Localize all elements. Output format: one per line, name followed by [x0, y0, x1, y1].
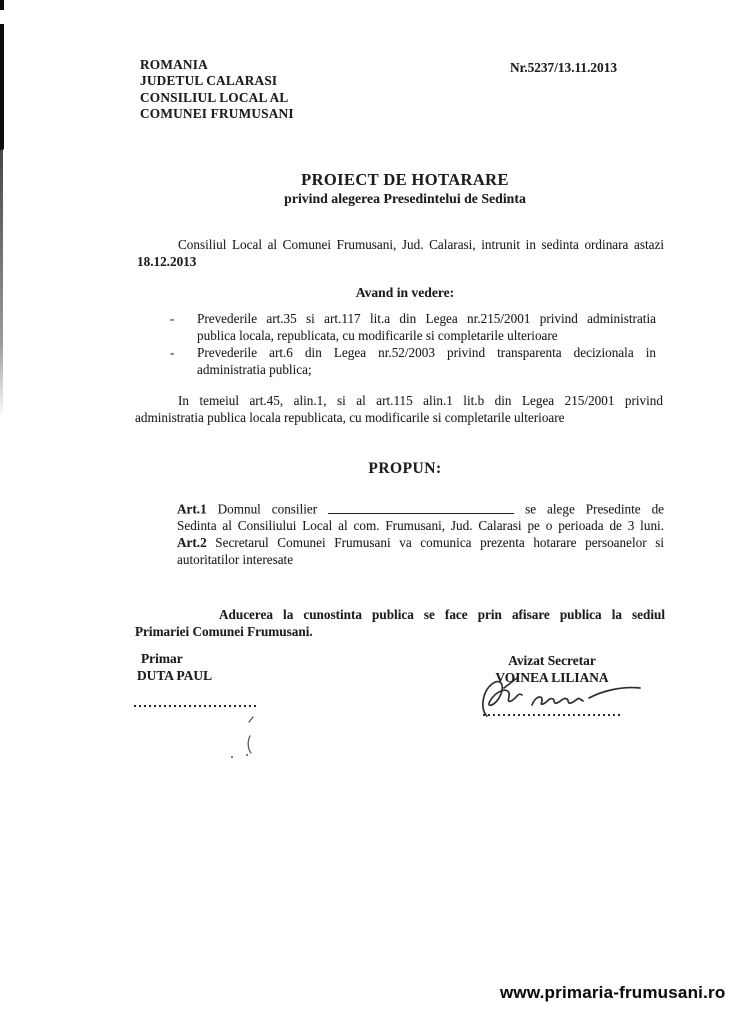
issuer-line-country: ROMANIA — [140, 57, 208, 72]
articles-block — [177, 500, 664, 568]
issuer-line-commune: COMUNEI FRUMUSANI — [140, 106, 294, 122]
bullet-text-line: administratia publica; — [197, 362, 312, 377]
session-date: 18.12.2013 — [137, 254, 197, 269]
issuer-block — [140, 57, 294, 123]
bullet-text-line: publica locala, republicata, cu modificarile si completarile ulterioare — [197, 328, 558, 343]
website-url: www.primaria-frumusani.ro — [500, 983, 726, 1002]
scan-edge-artifact-bottom — [0, 150, 3, 418]
mayor-role: Primar — [141, 651, 183, 666]
issuer-line-council: CONSILIUL LOCAL AL — [140, 89, 289, 105]
list-item — [170, 344, 656, 378]
signature-line-mayor — [134, 705, 259, 707]
article-2-line: autoritatilor interesate — [177, 552, 294, 567]
article-1-label: Art.1 — [177, 501, 207, 517]
publicity-note-line: Primariei Comunei Frumusani. — [135, 624, 313, 639]
considering-heading: Avand in vedere: — [355, 285, 455, 300]
stray-pen-marks — [222, 712, 267, 777]
secretary-name: VOINEA LILIANA — [495, 669, 609, 685]
title-block — [145, 170, 665, 208]
bullet-dash: - — [170, 345, 175, 360]
bullet-dash: - — [170, 311, 175, 326]
scan-edge-gap — [0, 10, 4, 24]
list-item — [170, 310, 656, 344]
article-1-line: Art.1 Domnul consilier se alege Presedinte de — [177, 501, 665, 517]
legal-references-list — [170, 310, 656, 378]
document-subtitle: privind alegerea Presedintelui de Sedinta — [284, 191, 526, 206]
legal-basis-line: administratia publica locala republicata, cu modificarile si completarile ulterioare — [135, 410, 565, 425]
signature-block-mayor — [137, 651, 212, 684]
issuer-line-county: JUDETUL CALARASI — [140, 73, 278, 89]
publicity-note — [135, 606, 665, 640]
legal-basis-paragraph — [135, 392, 663, 426]
bullet-text-line: Prevederile art.6 din Legea nr.52/2003 privind transparenta decizionala in — [197, 345, 656, 360]
secretary-role: Avizat Secretar — [508, 653, 596, 668]
article-2-label: Art.2 — [177, 535, 207, 550]
bullet-text-line: Prevederile art.35 si art.117 lit.a din Legea nr.215/2001 privind administratia — [197, 311, 656, 326]
document-number: Nr.5237/13.11.2013 — [510, 60, 617, 75]
publicity-note-line: Aducerea la cunostinta publica se face prin afisare publica la sediul — [219, 607, 665, 622]
intro-paragraph — [137, 236, 664, 270]
article-2-line: Art.2 Secretarul Comunei Frumusani va comunica prezenta hotarare persoanelor si — [177, 535, 665, 550]
handwritten-signature — [477, 674, 645, 722]
article-1-line: Sedinta al Consiliului Local al com. Frumusani, Jud. Calarasi pe o perioada de 3 luni. — [177, 518, 664, 533]
blank-fill-line — [328, 500, 514, 514]
legal-basis-line: In temeiul art.45, alin.1, si al art.115 alin.1 lit.b din Legea 215/2001 privind — [178, 393, 663, 408]
document-title: PROIECT DE HOTARARE — [301, 170, 509, 189]
propose-heading: PROPUN: — [368, 460, 442, 477]
mayor-name: DUTA PAUL — [137, 667, 213, 683]
intro-line: Consiliul Local al Comunei Frumusani, Jud. Calarasi, intrunit in sedinta ordinara astazi — [178, 237, 664, 252]
